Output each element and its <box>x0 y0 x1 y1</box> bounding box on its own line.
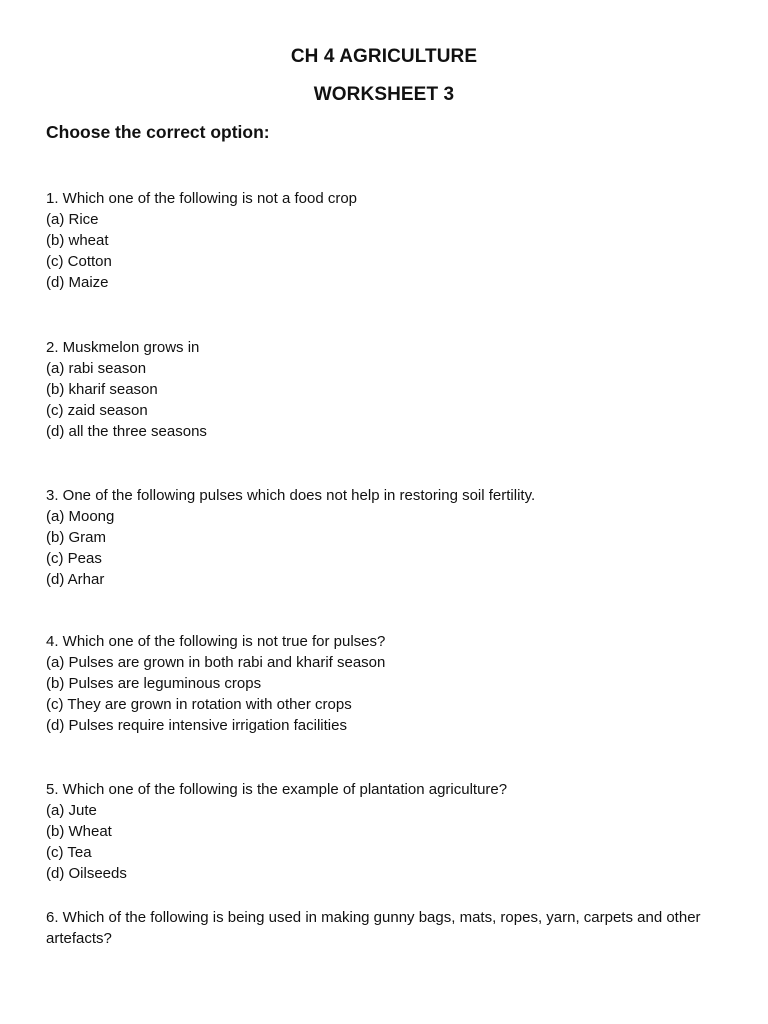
option-a: (a) Rice <box>46 211 99 228</box>
question-3 <box>46 485 716 590</box>
option-d: (d) Maize <box>46 274 109 291</box>
option-b: (b) Pulses are leguminous crops <box>46 675 262 692</box>
question-1 <box>46 188 716 293</box>
option-d: (d) Arhar <box>46 571 105 588</box>
option-a: (a) rabi season <box>46 360 147 377</box>
option-c: (c) Peas <box>46 550 102 567</box>
option-d: (d) Pulses require intensive irrigation facilities <box>46 717 347 734</box>
question-4 <box>46 631 716 736</box>
option-c: (c) Cotton <box>46 253 112 270</box>
option-b: (b) Wheat <box>46 823 112 840</box>
option-a: (a) Pulses are grown in both rabi and kharif season <box>46 654 386 671</box>
document-title: CH 4 AGRICULTURE <box>290 46 478 67</box>
question-5 <box>46 779 716 884</box>
question-text: 4. Which one of the following is not true for pulses? <box>46 633 386 650</box>
question-text: 5. Which one of the following is the example of plantation agriculture? <box>46 781 508 798</box>
option-c: (c) zaid season <box>46 402 148 419</box>
question-text: 6. Which of the following is being used in making gunny bags, mats, ropes, yarn, carpets and other artefacts? <box>46 909 701 947</box>
option-b: (b) kharif season <box>46 381 158 398</box>
option-c: (c) Tea <box>46 844 92 861</box>
question-text: 2. Muskmelon grows in <box>46 339 200 356</box>
option-a: (a) Moong <box>46 508 115 525</box>
document-subtitle: WORKSHEET 3 <box>313 84 455 105</box>
option-d: (d) all the three seasons <box>46 423 207 440</box>
option-b: (b) wheat <box>46 232 109 249</box>
option-b: (b) Gram <box>46 529 106 546</box>
question-2 <box>46 337 716 442</box>
question-text: 1. Which one of the following is not a food crop <box>46 190 358 207</box>
option-d: (d) Oilseeds <box>46 865 127 882</box>
question-text: 3. One of the following pulses which does not help in restoring soil fertility. <box>46 487 536 504</box>
instruction-heading: Choose the correct option: <box>46 122 270 142</box>
question-6 <box>46 907 716 949</box>
option-a: (a) Jute <box>46 802 97 819</box>
option-c: (c) They are grown in rotation with other crops <box>46 696 352 713</box>
